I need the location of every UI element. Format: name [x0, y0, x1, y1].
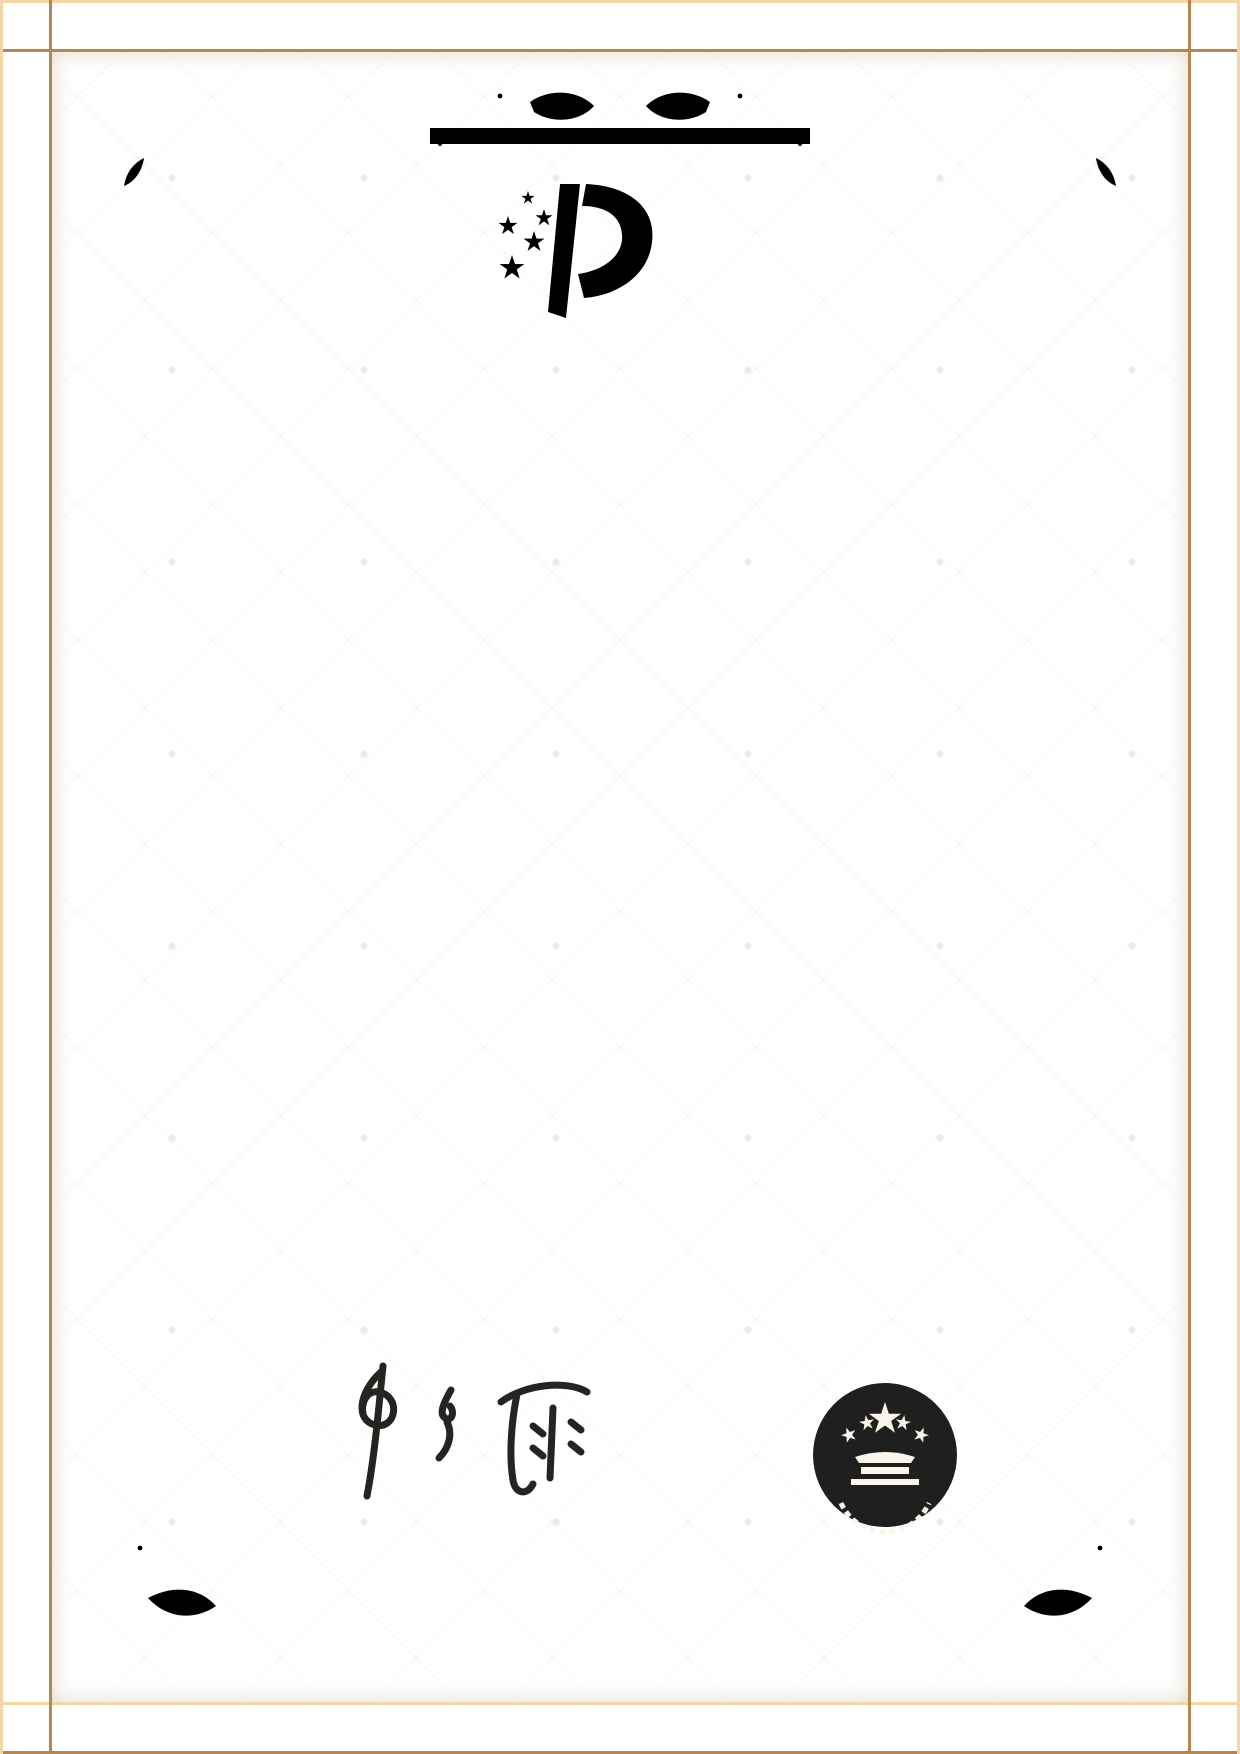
barcode	[170, 1312, 450, 1340]
grant-row	[148, 874, 304, 908]
official-seal	[735, 1305, 1035, 1625]
commissioner-signature	[315, 1362, 615, 1512]
cnipa-logo-icon	[482, 180, 667, 332]
qr-code	[1000, 221, 1092, 313]
grant-number-pair	[567, 874, 711, 908]
national-emblem	[813, 1383, 957, 1532]
